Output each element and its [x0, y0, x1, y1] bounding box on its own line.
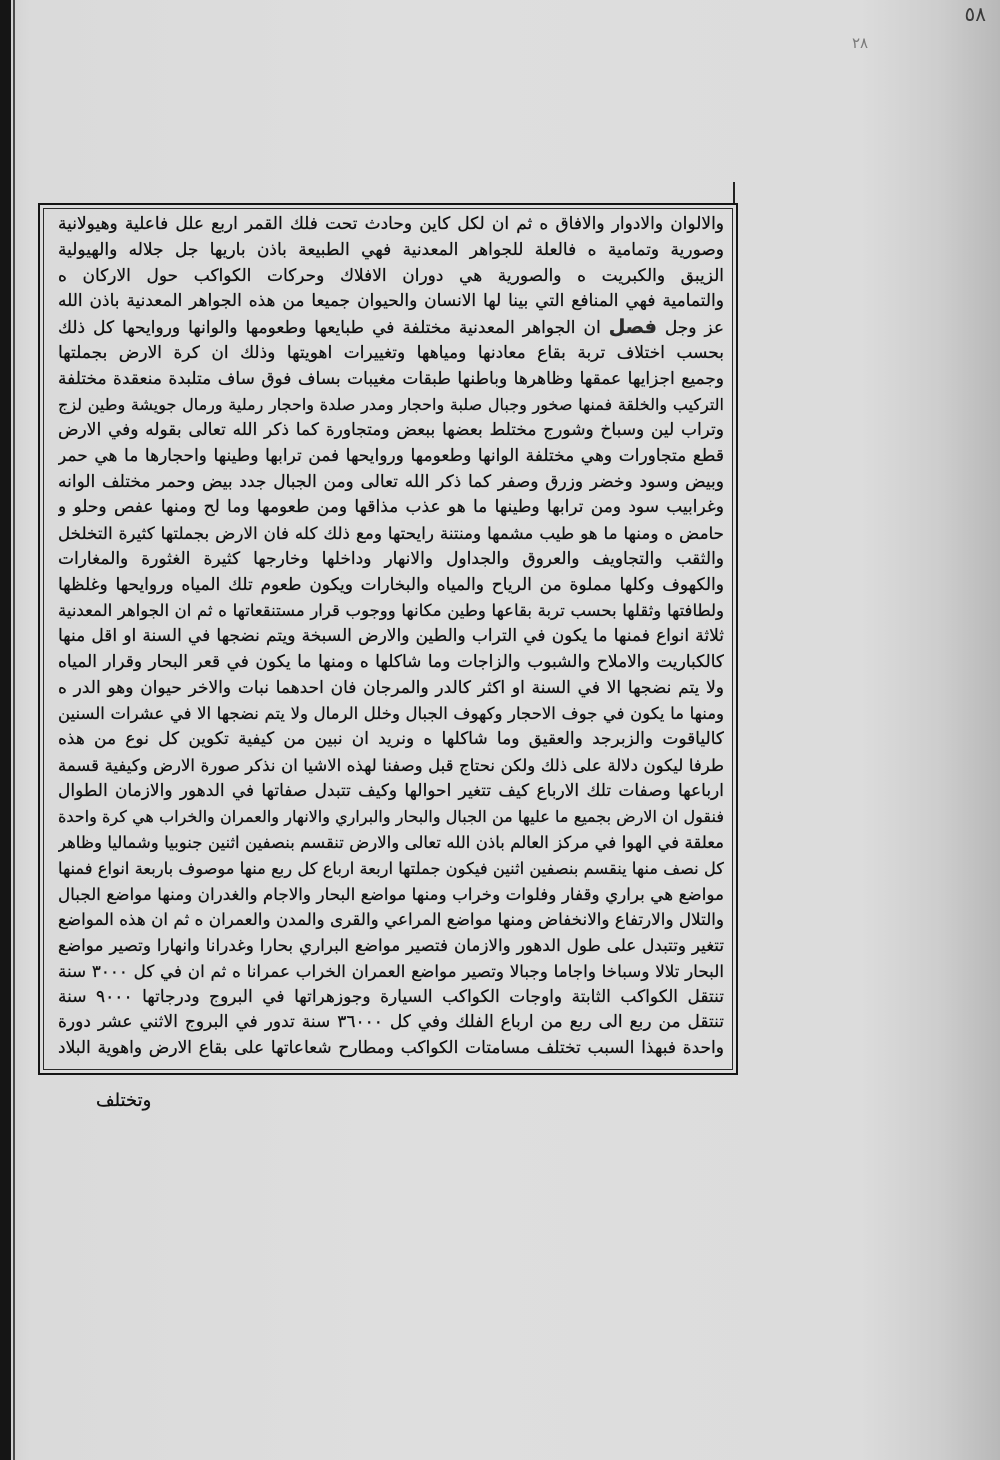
text-line: والكهوف وكلها مملوة من الرياح والمياه والبخارات ويكون طعوم تلك المياه وروايحها وغلظها: [58, 574, 724, 595]
text-line: مواضع هي براري وقفار وفلوات وخراب ومنها مواضع البحار والاجام والغدران ومنها مواضع الجبال: [58, 883, 724, 904]
frame-ruling-tick: [733, 182, 735, 204]
text-line: ولا يتم نضجها الا في السنة او اكثر كالدر والمرجان فان احدهما نبات والاخر حيوان وهو الدر ه: [58, 677, 724, 698]
text-line: ثلاثة انواع فمنها ما يكون في التراب والطين والارض السبخة ويتم نضجها في السنة او اقل منها: [58, 626, 724, 646]
text-line: وجميع اجزايها عمقها وظاهرها وباطنها طبقات مغيبات بساف فوق ساف متلبدة منعقدة مختلفة: [58, 368, 724, 389]
text-segment: ان الجواهر المعدنية مختلفة في طبايعها وطعومها والوانها وروايحها كل ذلك: [58, 318, 601, 338]
text-line: ارباعها وصفات تلك الارباع كيف تتغير احوالها وكيف تتبدل صفاتها في الدهور والازمان الطوال: [58, 780, 724, 801]
text-line: وصورية وتمامية ه فالعلة للجواهر المعدنية فهي الطبيعة باذن باريها جل جلاله والهيولية: [58, 239, 724, 260]
text-line: بحسب اختلاف تربة بقاع معادنها ومياهها وتغييرات اهويتها وذلك ان كرة الارض بجملتها: [58, 342, 724, 363]
text-line: ومنها ما يكون في جوف الاحجار وكهوف الجبال وخلل الرمال ولا يتم نضجها الا في عشرات السنين: [58, 704, 724, 724]
text-line: كل نصف منها ينقسم بنصفين اثنين فيكون جملتها اربعة ارباع كل ربع منها موصوف باربعة انواع فمنها: [58, 858, 724, 878]
text-line: معلقة في الهوا في مركز العالم باذن الله تعالى والارض تنقسم بنصفين اثنين جنوبيا وشماليا وظاهر: [58, 833, 724, 852]
text-line: والثقب والتجاويف والعروق والجداول والانهار وداخلها وخارجها كثيرة الغثورة والمغارات: [58, 548, 724, 569]
text-line: التركيب والخلقة فمنها صخور وجبال صلبة واحجار ومدر صلدة واحجار رملية ورمال جويشة وطين لزج: [58, 395, 724, 415]
folio-number: ٥٨: [964, 2, 986, 26]
text-line: والتمامية فهي المنافع التي بينا لها الانسان والحيوان جميعا من هذه الجواهر المعدنية باذن الله: [58, 291, 724, 312]
text-line: تتغير وتتبدل على طول الدهور والازمان فتصير مواضع البراري بحارا وغدرانا وانهارا وتصير مواضع: [58, 935, 724, 955]
text-line: طرفا ليكون دلالة على ذلك ولكن نحتاج قبل وصفنا لهذه الاشيا ان نذكر صورة الارض وكيفية قسمة: [58, 755, 724, 775]
text-line: كالكباريت والاملاح والشبوب والزاجات وما شاكلها ه ومنها ما يكون في قعر البحار وقرار المياه: [58, 651, 724, 672]
text-line: ولطافتها وثقلها بحسب تربة بقاعها وطين مكانها ووجوب قرار مستنقعاتها ه ثم ان الجواهر المعدنية: [58, 601, 724, 621]
text-line: تنتقل من ربع الى ربع من ارباع الفلك وفي كل ٣٦٠٠٠ سنة تدور في البروج الاثني عشر دورة: [58, 1012, 724, 1033]
text-line: الزيبق والكبريت ه والصورية هي دوران الافلاك وحركات الكواكب حول الاركان ه: [58, 265, 724, 286]
text-segment: عز وجل: [664, 318, 724, 338]
text-line: والتلال والارتفاع والانخفاض ومنها مواضع المراعي والقرى والمدن والعمران ه ثم ان هذه المواضع: [58, 909, 724, 930]
text-line: تنتقل الكواكب الثابتة واوجات الكواكب السيارة وجوزهراتها في البروج ودرجاتها ٩٠٠٠ سنة: [58, 986, 724, 1007]
text-line: والالوان والادوار والافاق ه ثم ان لكل كاين وحادث تحت فلك القمر اربع علل فاعلية وهيولانية: [58, 214, 724, 234]
text-line: البحار تلالا وسباخا واجاما وجبالا وتصير مواضع العمران الخراب عمرانا ه ثم ان في كل ٣٠٠٠ سنة: [58, 960, 724, 981]
text-block: [58, 212, 724, 1062]
text-line: وتراب لين وسباخ وشورج مختلط بعضها ببعض ومتجاورة كما ذكر الله تعالى بقوله وفي الارض: [58, 420, 724, 440]
section-heading: فصل: [608, 316, 657, 338]
text-line: وبيض وسود وخضر وزرق وصفر كما ذكر الله تعالى ومن الجبال جدد بيض وحمر مختلف الوانه: [58, 471, 724, 492]
secondary-folio-number: ٢٨: [852, 34, 869, 52]
catchword: وتختلف: [96, 1090, 152, 1111]
text-line: حامض ه ومنها ما هو طيب مشمها ومنتنة رايحتها ومع ذلك كله فان الارض بجملتها كثيرة التخلخل: [58, 523, 724, 543]
text-line: فنقول ان الارض بجميع ما عليها من الجبال والبحار والبراري والانهار والعمران والخراب هي كرة واحدة: [58, 807, 724, 827]
text-line: كالياقوت والزبرجد والعقيق وما شاكلها ه ونريد ان نبين من كيفية تكوين كل نوع من هذه: [58, 729, 724, 749]
text-line: [58, 315, 724, 341]
page-edge-line: [13, 0, 15, 1460]
text-line: قطع متجاورات وهي مختلفة الوانها وطعومها وروايحها فمن ترابها وطينها واحجارها ما هي حمر: [58, 445, 724, 466]
binding-edge-shadow: [0, 0, 11, 1460]
text-line: واحدة فبهذا السبب تختلف مسامتات الكواكب ومطارح شعاعاتها على بقاع الارض واهوية البلاد: [58, 1038, 724, 1058]
text-line: وغرابيب سود ومن ترابها وطينها ما هو عذب مذاقها ومن طعومها وما لح ومنها عفص وحلو و: [58, 497, 724, 518]
